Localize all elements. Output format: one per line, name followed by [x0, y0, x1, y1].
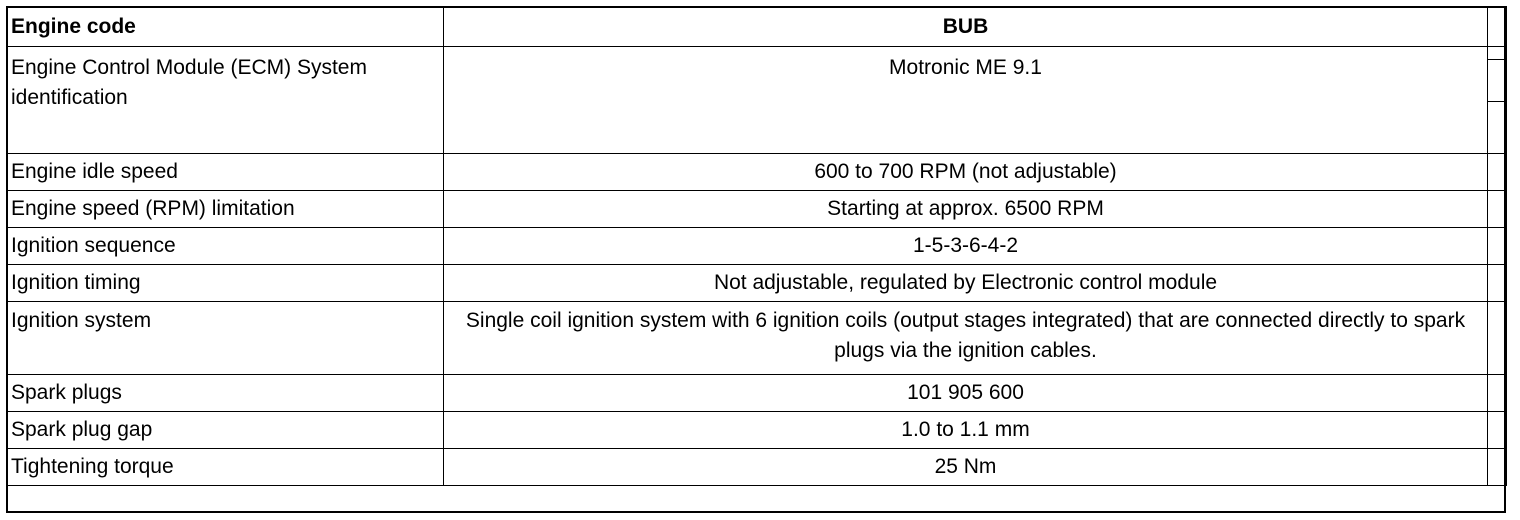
row-label: Tightening torque [7, 449, 444, 486]
table-row [7, 228, 1507, 265]
row-label: Engine idle speed [7, 154, 444, 191]
edge-cell [1488, 47, 1507, 154]
row-value: 25 Nm [444, 449, 1488, 486]
row-value: Single coil ignition system with 6 ignition coils (output stages integrated) that are connected directly to spark plugs via the ignition cables. [444, 302, 1488, 375]
edge-cell [1488, 412, 1507, 449]
row-label: Ignition timing [7, 265, 444, 302]
table-row [7, 412, 1507, 449]
table-row [7, 191, 1507, 228]
edge-cell [1488, 375, 1507, 412]
edge-cell [1488, 191, 1507, 228]
row-label: Ignition sequence [7, 228, 444, 265]
edge-cell [1488, 265, 1507, 302]
row-value: 1-5-3-6-4-2 [444, 228, 1488, 265]
table-row [7, 302, 1507, 375]
edge-cell [1488, 449, 1507, 486]
table-row [7, 265, 1507, 302]
edge-cell [1488, 154, 1507, 191]
table-row [7, 375, 1507, 412]
table-row [7, 154, 1507, 191]
row-label: Spark plug gap [7, 412, 444, 449]
row-value: 1.0 to 1.1 mm [444, 412, 1488, 449]
row-label: Ignition system [7, 302, 444, 375]
table-header-row [7, 7, 1507, 47]
edge-cell [1488, 302, 1507, 375]
row-value: Not adjustable, regulated by Electronic control module [444, 265, 1488, 302]
header-value: BUB [444, 7, 1488, 47]
edge-cell [1488, 7, 1507, 47]
row-value: 600 to 700 RPM (not adjustable) [444, 154, 1488, 191]
edge-cell [1488, 228, 1507, 265]
header-label: Engine code [7, 7, 444, 47]
table-row [7, 449, 1507, 486]
row-value: 101 905 600 [444, 375, 1488, 412]
row-label: Engine Control Module (ECM) System identification [7, 47, 444, 154]
row-label: Spark plugs [7, 375, 444, 412]
engine-spec-table [6, 6, 1507, 486]
row-value: Motronic ME 9.1 [444, 47, 1488, 154]
row-label: Engine speed (RPM) limitation [7, 191, 444, 228]
table-row [7, 47, 1507, 154]
row-value: Starting at approx. 6500 RPM [444, 191, 1488, 228]
